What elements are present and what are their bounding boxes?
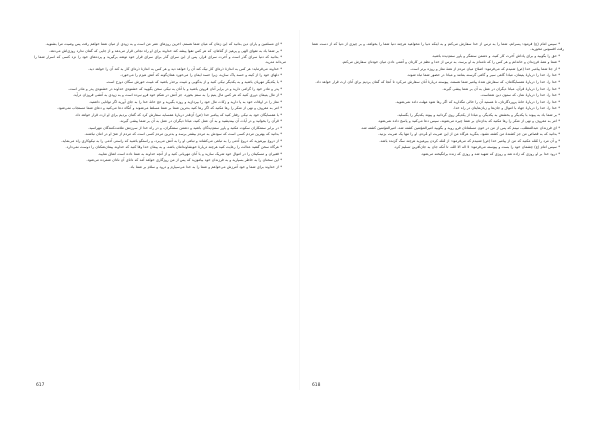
right-page-number: 618 xyxy=(312,383,321,388)
paragraph: * از دروغ بپرهیزید که دروغ آدمی را به تباهی می‌کشاند و تباهی او را به آتش می‌برد، و راستگو باشید که راستی آدمی را به نیکوکاری راه می‌نماید. xyxy=(61,138,282,143)
paragraph: * با همسایگان خود به نیکی رفتار کنید که پیامبر خدا (ص) آن‌قدر دربارهٔ همسایه سفارش کرد که گمان بردیم برای او ارث قرار خواهد داد. xyxy=(74,112,282,117)
left-page-number: 617 xyxy=(36,383,45,388)
paragraph: * خداوند می‌فرماید: هر کس به اندازهٔ ذره‌ای کار نیک کند آن را خواهد دید و هر کس به اندازهٔ ذره‌ای کار بد کند آن را خواهد دید. xyxy=(88,66,282,71)
paragraph: * شما و همهٔ فرزندان و خاندانم و هر کس را که نامه‌ام به او برسد، به ترس از خدا و نظم در کارتان و آشتی دادن میان خودتان سفارش می‌کنم. xyxy=(341,60,560,65)
paragraph: * هرگاه سخن گفتید عدالت را رعایت کنید هرچند دربارهٔ خویشاوندانتان باشد، و به پیمان خدا وفا کنید که خداوند پیمان‌شکنان را دوست نمی‌دارد. xyxy=(65,145,282,150)
paragraph: * حق را بگویید و برای پاداش آخرت کار کنید، و دشمن ستمگر و یاور ستم‌دیده باشید. xyxy=(431,53,560,58)
paragraph: * از خداوند برای شما و خود آمرزش می‌خواهم و شما را به خدا می‌سپارم و درود و سلام بر شما باد. xyxy=(129,164,282,169)
paragraph: * دلهای خود را از کینه و حسد پاک سازید، زیرا حسد ایمان را می‌خورد همان‌گونه که آتش هیزم را می‌خورد. xyxy=(120,73,282,78)
paragraph: * نماز را در اوقات خود به پا دارید و زکات مال خود را بپردازید و روزه بگیرید و حج خانهٔ خدا را به جای آورید اگر توانایی داشتید. xyxy=(88,99,282,104)
left-page xyxy=(34,42,286,378)
paragraph: * خدا را، خدا را دربارهٔ همسایگانتان، که سفارش شدهٔ پیامبر شما هستند، پیوسته دربارهٔ آنان سفارش می‌کرد تا آنجا که گمان بردیم برای آنان ارث قرار خواهد داد. xyxy=(315,80,560,84)
paragraph: * خدا را، خدا را دربارهٔ خانهٔ پروردگارتان، تا هستید آن را خالی مگذارید که اگر رها شود مهلت داده نمی‌شوید. xyxy=(395,99,560,104)
paragraph: * بدانید که دنیا سرای گذر است و آخرت سرای قرار، پس از این سرای گذر برای سرای قرار خود توشه برگیرید و پرده‌های خود را نزد کسی که اسرار شما را می‌داند مدرید. xyxy=(34,55,286,65)
paragraph: * خدا را، خدا را دربارهٔ قرآن، مبادا دیگران در عمل به آن بر شما پیشی گیرند. xyxy=(442,86,560,91)
paragraph: * سپس امام (ع) فرمود: پسرانم، شما را به ترس از خدا سفارش می‌کنم و به اینکه دنیا را مخواهید هرچند دنیا شما را بخواهد، و بر چیزی از دنیا که از دست شما رفت افسوس مخورید. xyxy=(312,42,564,52)
paragraph: * خدا را، خدا را دربارهٔ یتیمان، مبادا گاهی سیر و گاهی گرسنه بمانند و مبادا در حضور شما تباه شوند. xyxy=(406,73,560,78)
paragraph: * فقیران و مسکینان را در اموال خود شریک سازید و با آنان مهربانی کنید و از آنچه خداوند به شما داده است انفاق نمایید. xyxy=(97,151,282,156)
paragraph: * درود خدا بر او روزی که زاده شد و روزی که شهید شد و روزی که زنده برانگیخته می‌شود. xyxy=(420,151,560,156)
paragraph: * این سخنان را به خاطر بسپارید و به فرزندان خود بیاموزید که پس از من روزگاری خواهد آمد که دانای آن نادان شمرده می‌شود. xyxy=(86,158,282,163)
paragraph: * بدانید که بهترین مردم کسی است که سودش به مردم بیشتر برسد و بدترین مردم کسی است که مردم از شرّ او در امان نباشند. xyxy=(84,132,282,137)
paragraph: * در برابر ستمکاران سکوت مکنید و یاور ستم‌دیدگان باشید و دشمن ستمگران، و در راه خدا از سرزنش ملامت‌کنندگان مهراسید. xyxy=(88,125,282,130)
right-page xyxy=(312,42,564,378)
paragraph: * پدر و مادر خود را گرامی دارید و در برابر آنان فروتن باشید و با آنان به نیکی سخن بگویید که خشنودی خداوند در خشنودی پدر و مادر است. xyxy=(68,86,282,91)
paragraph: * و آن مرد را مُثله مکنید که من از پیامبر خدا (ص) شنیدم که می‌فرمود: از مُثله کردن بپرهیزید هرچند سگ گزنده باشد. xyxy=(379,138,560,143)
paragraph: * قرآن را بخوانید و در آیات آن بیندیشید و به آن عمل کنید، مبادا دیگران در عمل به آن بر شما پیشی گیرند. xyxy=(119,119,282,124)
paragraph: * ای فرزندان عبدالمطلب، نبینم که پس از من در خون مسلمانان فرو روید و بگویید امیرالمؤمنین کشته شد، امیرالمؤمنین کشته شد. xyxy=(360,125,560,130)
paragraph: * امر به معروف و نهی از منکر را رها مکنید که اگر رها کنید بدترین شما بر شما مسلط می‌شوند و آنگاه دعا می‌کنید و دعای شما مستجاب نمی‌شود. xyxy=(57,106,282,111)
paragraph: * خدا را، خدا را دربارهٔ نماز، که ستون دین شماست. xyxy=(480,93,560,98)
left-page-text xyxy=(34,42,286,170)
paragraph: * بر شما باد به تقوای الهی و پرهیز از گناهان، که هر کس تقوا پیشه کند خداوند برای او راه نجاتی قرار می‌دهد و از جایی که گمان ندارد روزی‌اش می‌دهد. xyxy=(49,48,282,53)
paragraph: * ای مسلمین و یاران دین بدانید که این زمان که میان شما هستم، آخرین روزهای عمر من است و به زودی از میان شما خواهم رفت پس وصیت مرا بشنوید. xyxy=(45,42,282,46)
paragraph: * خدا را، خدا را دربارهٔ جهاد با اموال و جان‌ها و زبان‌هایتان در راه خدا. xyxy=(453,106,560,111)
page-gutter xyxy=(299,30,300,390)
paragraph: * بدانید که به قصاص من جز کشندهٔ من کشته نشود. بنگرید هرگاه من از این ضربت او مُردم، او را تنها یک ضربت بزنید. xyxy=(378,132,560,137)
paragraph: * از مال یتیمان دوری کنید که هر کس مال یتیم را به ستم بخورد، جز آتش در شکم خود فرو نبرده است و به زودی به آتشی فروزان درآید. xyxy=(72,93,282,98)
paragraph: * از جدّ شما پیامبر خدا (ص) شنیدم که می‌فرمود: اصلاح میان مردم از همهٔ نماز و روزه برتر است. xyxy=(410,66,560,71)
paragraph: * بر شما باد به پیوند با یکدیگر و بخشش به یکدیگر، و مبادا از یکدیگر روی گردانید و پیوند یکدیگر را بگسلید. xyxy=(397,112,560,117)
paragraph: * سپس امام (ع) چشمان خود را بست و پیوسته می‌فرمود: لا اله الا الله، تا آنکه جان به جان‌آفرین تسلیم کرد. xyxy=(393,145,560,150)
paragraph: * امر به معروف و نهی از منکر را رها مکنید که بدان‌تان بر شما چیره می‌شوند، سپس دعا می‌کنید و پاسخ داده نمی‌شود. xyxy=(377,119,560,124)
paragraph: * با یکدیگر مهربان باشید و به یکدیگر نیکی کنید و از بدگویی و غیبت برحذر باشید که غیبت خورش سگان دوزخ است. xyxy=(105,80,282,84)
right-page-text xyxy=(312,42,564,157)
